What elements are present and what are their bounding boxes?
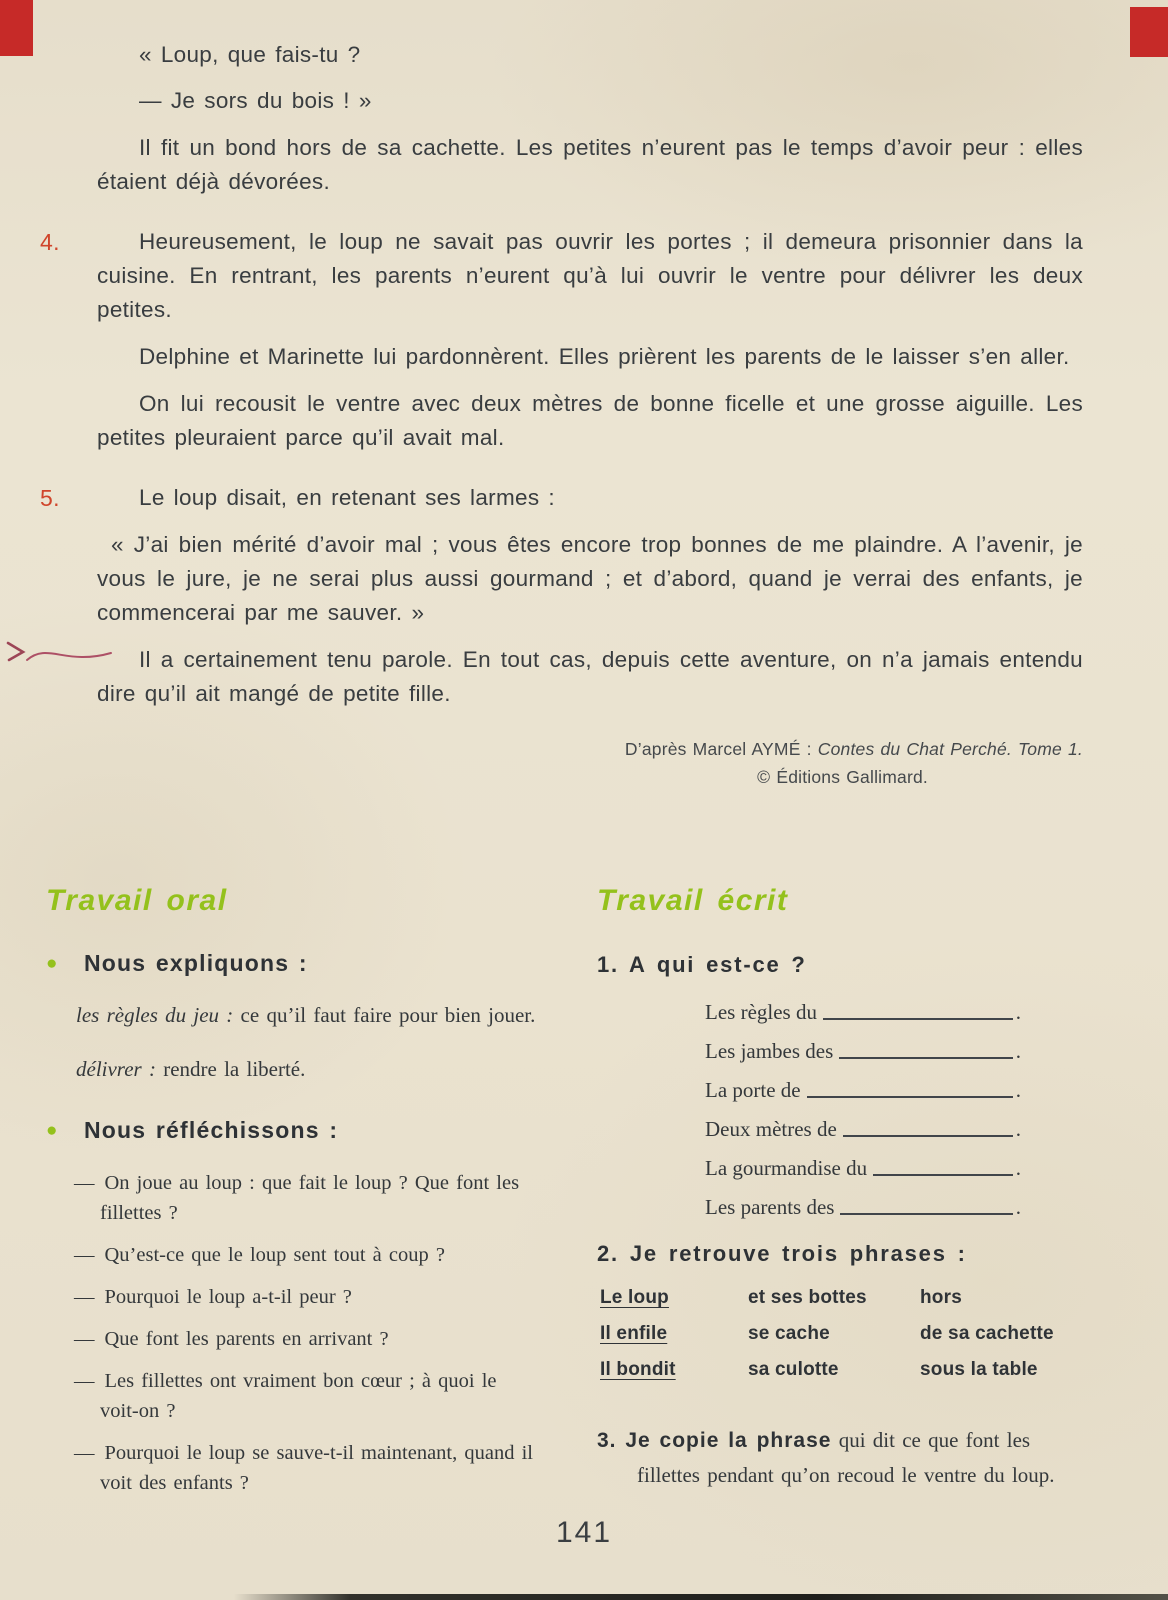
dash-icon: — xyxy=(74,1442,95,1464)
question-text: Que font les parents en arrivant ? xyxy=(104,1328,389,1350)
story-dialogue-line: « Loup, que fais-tu ? xyxy=(139,42,361,67)
story-paragraph: « J’ai bien mérité d’avoir mal ; vous êtes encore trop bonnes de me plaindre. A l’avenir, je vous le jure, je ne serai plus aussi gourmand ; et d’abord, quand je verrai des enfants, je commencerai par me sauver. » xyxy=(97,532,1083,625)
question-text: Qu’est-ce que le loup sent tout à coup ? xyxy=(104,1244,445,1266)
fill-in-label: Les règles du xyxy=(705,1000,817,1024)
oral-work-heading: Travail oral xyxy=(46,884,228,917)
question-item xyxy=(46,1366,538,1426)
definition-term: les règles du jeu : xyxy=(76,1003,241,1027)
scan-edge xyxy=(0,1594,1168,1600)
red-margin-bar-left xyxy=(0,0,33,56)
oral-subhead-expliquons xyxy=(46,950,538,977)
match-cell: se cache xyxy=(748,1323,830,1344)
story-section-5 xyxy=(40,481,1083,515)
exercise-3-text: qui dit ce que font les fillettes pendant qu’on recoud le ventre du loup. xyxy=(637,1428,1055,1487)
phrase-match-table xyxy=(600,1287,1095,1381)
story-paragraph: On lui recousit le ventre avec deux mètres de bonne ficelle et une grosse aiguille. Les petites pleuraient parce qu’il avait mal. xyxy=(97,391,1083,450)
question-text: Pourquoi le loup se sauve-t-il maintenant, quand il voit des enfants ? xyxy=(100,1442,533,1494)
period: . xyxy=(1015,1195,1021,1219)
period: . xyxy=(1015,1039,1021,1063)
period: . xyxy=(1015,1156,1021,1180)
period: . xyxy=(1015,1000,1021,1024)
exercise-3-title: 3. Je copie la phrase xyxy=(597,1429,832,1452)
period: . xyxy=(1015,1078,1021,1102)
fill-in-list xyxy=(705,1000,1095,1219)
oral-work-column xyxy=(46,884,538,1510)
blank-line xyxy=(839,1041,1012,1059)
story-paragraph: Heureusement, le loup ne savait pas ouvrir les portes ; il demeura prisonnier dans la cuisine. En rentrant, les parents n’eurent qu’à lui ouvrir le ventre pour délivrer les deux petites. xyxy=(97,229,1083,322)
copyright-line: © Éditions Gallimard. xyxy=(757,767,928,787)
red-margin-bar-right xyxy=(1130,7,1168,57)
written-work-heading: Travail écrit xyxy=(597,884,789,917)
exercise-3 xyxy=(597,1423,1077,1492)
story-text xyxy=(40,38,1083,791)
blank-line xyxy=(807,1080,1013,1098)
attribution-prefix: D’après Marcel AYMÉ : xyxy=(624,739,818,759)
story-paragraph: Il a certainement tenu parole. En tout cas, depuis cette aventure, on n’a jamais entendu dire qu’il ait mangé de petite fille. xyxy=(97,647,1083,706)
fill-in-label: Les parents des xyxy=(705,1195,835,1219)
question-item xyxy=(46,1168,538,1228)
exercise-2-title: 2. Je retrouve trois phrases : xyxy=(597,1241,967,1266)
written-work-column xyxy=(597,884,1095,1492)
question-item xyxy=(46,1240,538,1270)
blank-line xyxy=(840,1197,1012,1215)
question-text: On joue au loup : que fait le loup ? Que font les fillettes ? xyxy=(100,1172,520,1224)
section-number-5: 5. xyxy=(40,485,60,511)
fill-in-row xyxy=(705,1039,1021,1063)
match-cell: hors xyxy=(920,1287,962,1308)
bullet-icon: ● xyxy=(46,1119,58,1141)
definition xyxy=(46,1053,538,1085)
fill-in-label: La gourmandise du xyxy=(705,1156,868,1180)
fill-in-row xyxy=(705,1156,1021,1180)
question-item xyxy=(46,1438,538,1498)
match-cell: sous la table xyxy=(920,1359,1038,1380)
oral-subhead-label: Nous expliquons : xyxy=(84,950,308,976)
attribution-line xyxy=(97,735,1083,763)
definition-term: délivrer : xyxy=(76,1057,164,1081)
bullet-icon: ● xyxy=(46,952,58,974)
fill-in-label: Les jambes des xyxy=(705,1039,834,1063)
definition xyxy=(46,999,538,1031)
book-title: Contes du Chat Perché. Tome 1. xyxy=(817,739,1083,759)
match-cell: Il bondit xyxy=(600,1359,676,1380)
fill-in-row xyxy=(705,1078,1021,1102)
oral-subhead-reflechissons xyxy=(46,1117,538,1144)
match-cell: sa culotte xyxy=(748,1359,839,1380)
page-number: 141 xyxy=(555,1516,613,1549)
dash-icon: — xyxy=(74,1370,95,1392)
period: . xyxy=(1015,1117,1021,1141)
question-list xyxy=(46,1168,538,1498)
dash-icon: — xyxy=(74,1286,95,1308)
story-paragraph: Il fit un bond hors de sa cachette. Les petites n’eurent pas le temps d’avoir peur : elles étaient déjà dévorées. xyxy=(97,135,1083,194)
blank-line xyxy=(873,1158,1013,1176)
oral-subhead-label: Nous réfléchissons : xyxy=(84,1117,339,1143)
question-text: Pourquoi le loup a-t-il peur ? xyxy=(104,1286,352,1308)
match-cell: Le loup xyxy=(600,1287,669,1308)
story-dialogue-line: — Je sors du bois ! » xyxy=(139,88,372,113)
exercise-1-title: 1. A qui est-ce ? xyxy=(597,952,807,977)
dash-icon: — xyxy=(74,1172,95,1194)
story-paragraph: Delphine et Marinette lui pardonnèrent. Elles prièrent les parents de le laisser s’en aller. xyxy=(139,344,1070,369)
attribution xyxy=(97,735,1083,791)
fill-in-label: La porte de xyxy=(705,1078,801,1102)
question-item xyxy=(46,1324,538,1354)
definition-text: ce qu’il faut faire pour bien jouer. xyxy=(240,1003,536,1027)
fill-in-row xyxy=(705,1000,1021,1024)
definition-text: rendre la liberté. xyxy=(163,1057,306,1081)
match-cell: Il enfile xyxy=(600,1323,668,1344)
fill-in-label: Deux mètres de xyxy=(705,1117,837,1141)
fill-in-row xyxy=(705,1117,1021,1141)
story-paragraph: Le loup disait, en retenant ses larmes : xyxy=(139,485,555,510)
match-cell: et ses bottes xyxy=(748,1287,867,1308)
section-number-4: 4. xyxy=(40,229,60,255)
question-item xyxy=(46,1282,538,1312)
dash-icon: — xyxy=(74,1328,95,1350)
story-section-4 xyxy=(40,225,1083,327)
blank-line xyxy=(823,1002,1013,1020)
question-text: Les fillettes ont vraiment bon cœur ; à quoi le voit-on ? xyxy=(100,1370,497,1422)
dash-icon: — xyxy=(74,1244,95,1266)
match-cell: de sa cachette xyxy=(920,1323,1054,1344)
fill-in-row xyxy=(705,1195,1021,1219)
blank-line xyxy=(843,1119,1013,1137)
